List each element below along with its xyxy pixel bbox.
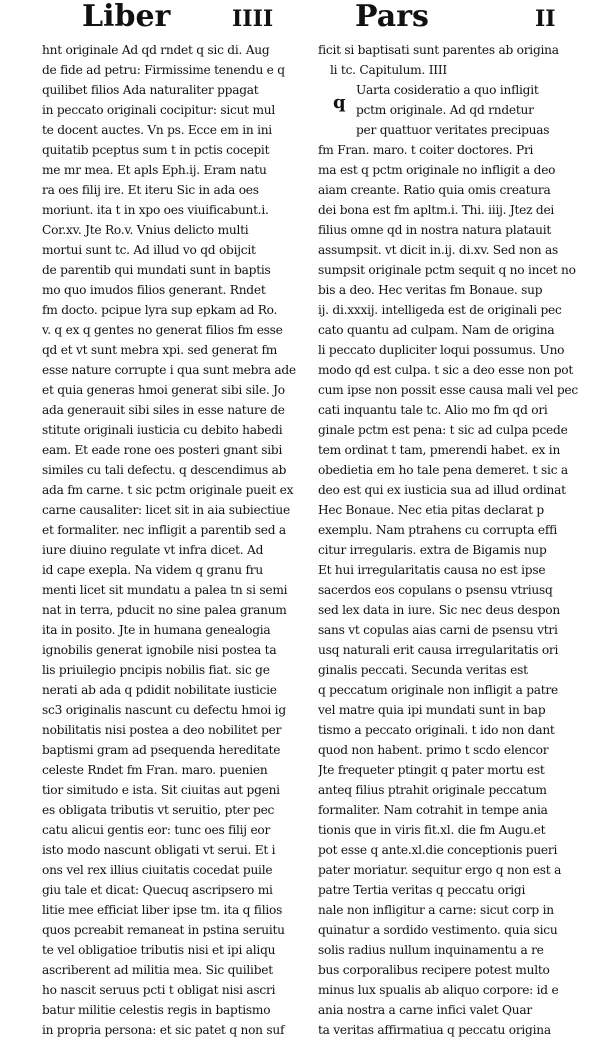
text-line: ginalis peccati. Secunda veritas est bbox=[318, 663, 528, 677]
text-line: hnt originale Ad qd rndet q sic di. Aug bbox=[42, 43, 270, 57]
text-line: batur militie celestis regis in baptismo bbox=[42, 1003, 271, 1017]
text-line: fm docto. pcipue lyra sup epkam ad Ro. bbox=[42, 303, 278, 317]
text-line: te docent auctes. Vn ps. Ecce em in ini bbox=[42, 123, 272, 137]
text-line: vel matre quia ipi mundati sunt in bap bbox=[318, 703, 546, 717]
text-line: deo est qui ex iusticia sua ad illud ordinat bbox=[318, 483, 566, 497]
text-line: tior simitudo e ista. Sit ciuitas aut pgeni bbox=[42, 783, 280, 797]
running-head-right: Pars bbox=[355, 0, 429, 34]
text-line: in peccato originali cocipitur: sicut mul bbox=[42, 103, 276, 117]
text-line: sacerdos eos copulans o psensu vtriusq bbox=[318, 583, 553, 597]
right-text-column bbox=[318, 40, 588, 1040]
text-line: minus lux spualis ab aliquo corpore: id e bbox=[318, 983, 559, 997]
text-line: per quattuor veritates precipuas bbox=[356, 123, 550, 137]
text-line: quos pcreabit remaneat in pstina seruitu bbox=[42, 923, 285, 937]
text-line: et formaliter. nec infligit a parentib sed a bbox=[42, 523, 286, 537]
text-line: giu tale et dicat: Quecuq ascripsero mi bbox=[42, 883, 273, 897]
text-line: de fide ad petru: Firmissime tenendu e q bbox=[42, 63, 285, 77]
text-line: ada fm carne. t sic pctm originale pueit ex bbox=[42, 483, 294, 497]
text-line: nerati ab ada q pdidit nobilitate iusticie bbox=[42, 683, 277, 697]
text-line: q peccatum originale non infligit a patre bbox=[318, 683, 558, 697]
text-line: lis priuilegio pncipis nobilis fiat. sic ge bbox=[42, 663, 270, 677]
text-line: ho nascit seruus pcti t obligat nisi ascri bbox=[42, 983, 276, 997]
text-line: in propria persona: et sic patet q non suf bbox=[42, 1023, 285, 1037]
text-line: pater moriatur. sequitur ergo q non est a bbox=[318, 863, 562, 877]
text-line: mortui sunt tc. Ad illud vo qd obijcit bbox=[42, 243, 256, 257]
text-line: anteq filius ptrahit originale peccatum bbox=[318, 783, 547, 797]
text-line: quitatib pceptus sum t in pctis cocepit bbox=[42, 143, 270, 157]
part-number: II bbox=[535, 6, 556, 32]
text-line: cati inquantu tale tc. Alio mo fm qd ori bbox=[318, 403, 548, 417]
text-line: Jte frequeter ptingit q pater mortu est bbox=[318, 763, 545, 777]
text-line: cato quantu ad culpam. Nam de origina bbox=[318, 323, 555, 337]
text-line: me mr mea. Et apls Eph.ij. Eram natu bbox=[42, 163, 267, 177]
text-line: modo qd est culpa. t sic a deo esse non pot bbox=[318, 363, 574, 377]
text-line: assumpsit. vt dicit in.ij. di.xv. Sed non as bbox=[318, 243, 558, 257]
text-line: Et hui irregularitatis causa no est ipse bbox=[318, 563, 546, 577]
text-line: mo quo imudos filios generant. Rndet bbox=[42, 283, 266, 297]
text-line: patre Tertia veritas q peccatu origi bbox=[318, 883, 526, 897]
text-line: ignobilis generat ignobile nisi postea ta bbox=[42, 643, 277, 657]
text-line: cum ipse non possit esse causa mali vel pec bbox=[318, 383, 578, 397]
text-line: carne causaliter: licet sit in aia subiectiue bbox=[42, 503, 290, 517]
text-line: nale non infligitur a carne: sicut corp in bbox=[318, 903, 554, 917]
text-line: tismo a peccato originali. t ido non dant bbox=[318, 723, 555, 737]
text-line: pot esse q ante.xl.die conceptionis pueri bbox=[318, 843, 558, 857]
text-line: obedietia em ho tale pena demeret. t sic a bbox=[318, 463, 568, 477]
text-line: esse nature corrupte i qua sunt mebra ade bbox=[42, 363, 296, 377]
text-line: et quia generas hmoi generat sibi sile. Jo bbox=[42, 383, 285, 397]
text-line: iure diuino regulate vt infra dicet. Ad bbox=[42, 543, 264, 557]
text-line: ficit si baptisati sunt parentes ab origina bbox=[318, 43, 559, 57]
left-text-column bbox=[42, 40, 304, 1040]
text-line: sc3 originalis nascunt cu defectu hmoi ig bbox=[42, 703, 286, 717]
text-line: ginale pctm est pena: t sic ad culpa pcede bbox=[318, 423, 568, 437]
text-line: stitute originali iusticia cu debito habedi bbox=[42, 423, 283, 437]
text-line: celeste Rndet fm Fran. maro. puenien bbox=[42, 763, 268, 777]
text-line: ma est q pctm originale no infligit a deo bbox=[318, 163, 556, 177]
text-line: aiam creante. Ratio quia omis creatura bbox=[318, 183, 551, 197]
text-line: quinatur a sordido vestimento. quia sicu bbox=[318, 923, 558, 937]
text-line: es obligata tributis vt seruitio, pter pec bbox=[42, 803, 275, 817]
text-line: tem ordinat t tam, pmerendi habet. ex in bbox=[318, 443, 561, 457]
text-line: ons vel rex illius ciuitatis cocedat puile bbox=[42, 863, 273, 877]
chapter-initial: q bbox=[333, 92, 346, 113]
text-line: catu alicui gentis eor: tunc oes filij eor bbox=[42, 823, 271, 837]
text-line: nat in terra, pducit no sine palea granum bbox=[42, 603, 287, 617]
text-line: moriunt. ita t in xpo oes viuificabunt.i. bbox=[42, 203, 269, 217]
text-line: tionis que in viris fit.xl. die fm Augu.et bbox=[318, 823, 546, 837]
running-head-left: Liber bbox=[82, 0, 171, 34]
text-line: formaliter. Nam cotrahit in tempe ania bbox=[318, 803, 548, 817]
text-line: v. q ex q gentes no generat filios fm esse bbox=[42, 323, 283, 337]
text-line: li peccato dupliciter loqui possumus. Uno bbox=[318, 343, 565, 357]
text-line: sumpsit originale pctm sequit q no incet no bbox=[318, 263, 576, 277]
text-line: quilibet filios Ada naturaliter ppagat bbox=[42, 83, 259, 97]
text-line: li tc. Capitulum. IIII bbox=[330, 63, 447, 77]
text-line: similes cu tali defectu. q descendimus ab bbox=[42, 463, 287, 477]
text-line: te vel obligatioe tributis nisi et ipi aliqu bbox=[42, 943, 276, 957]
text-line: bis a deo. Hec veritas fm Bonaue. sup bbox=[318, 283, 543, 297]
text-line: ascriberent ad militia mea. Sic quilibet bbox=[42, 963, 273, 977]
text-line: ra oes filij ire. Et iteru Sic in ada oes bbox=[42, 183, 259, 197]
text-line: usq naturali erit causa irregularitatis ori bbox=[318, 643, 559, 657]
text-line: filius omne qd in nostra natura platauit bbox=[318, 223, 552, 237]
text-line: baptismi gram ad psequenda hereditate bbox=[42, 743, 281, 757]
text-line: bus corporalibus recipere potest multo bbox=[318, 963, 550, 977]
text-line: menti licet sit mundatu a palea tn si semi bbox=[42, 583, 288, 597]
text-line: ada generauit sibi siles in esse nature de bbox=[42, 403, 285, 417]
book-number: IIII bbox=[232, 6, 274, 32]
text-line: id cape exepla. Na videm q granu fru bbox=[42, 563, 263, 577]
text-line: Uarta cosideratio a quo infligit bbox=[356, 83, 539, 97]
text-line: solis radius nullum inquinamentu a re bbox=[318, 943, 544, 957]
text-line: ania nostra a carne infici valet Quar bbox=[318, 1003, 532, 1017]
text-line: dei bona est fm apltm.i. Thi. iiij. Jtez dei bbox=[318, 203, 555, 217]
text-line: Hec Bonaue. Nec etia pitas declarat p bbox=[318, 503, 544, 517]
text-line: ita in posito. Jte in humana genealogia bbox=[42, 623, 271, 637]
text-line: Cor.xv. Jte Ro.v. Vnius delicto multi bbox=[42, 223, 249, 237]
text-line: sans vt copulas aias carni de psensu vtri bbox=[318, 623, 558, 637]
text-line: litie mee efficiat liber ipse tm. ita q filios bbox=[42, 903, 283, 917]
text-line: isto modo nascunt obligati vt serui. Et i bbox=[42, 843, 276, 857]
text-line: sed lex data in iure. Sic nec deus despon bbox=[318, 603, 560, 617]
text-line: fm Fran. maro. t coiter doctores. Pri bbox=[318, 143, 534, 157]
text-line: eam. Et eade rone oes posteri gnant sibi bbox=[42, 443, 283, 457]
text-line: ij. di.xxxij. intelligeda est de originali pec bbox=[318, 303, 562, 317]
text-line: citur irregularis. extra de Bigamis nup bbox=[318, 543, 547, 557]
text-line: ta veritas affirmatiua q peccatu origina bbox=[318, 1023, 551, 1037]
text-line: nobilitatis nisi postea a deo nobilitet per bbox=[42, 723, 282, 737]
text-line: qd et vt sunt mebra xpi. sed generat fm bbox=[42, 343, 278, 357]
text-line: pctm originale. Ad qd rndetur bbox=[356, 103, 534, 117]
text-line: exemplu. Nam ptrahens cu corrupta effi bbox=[318, 523, 558, 537]
text-line: de parentib qui mundati sunt in baptis bbox=[42, 263, 271, 277]
text-line: quod non habent. primo t scdo elencor bbox=[318, 743, 549, 757]
